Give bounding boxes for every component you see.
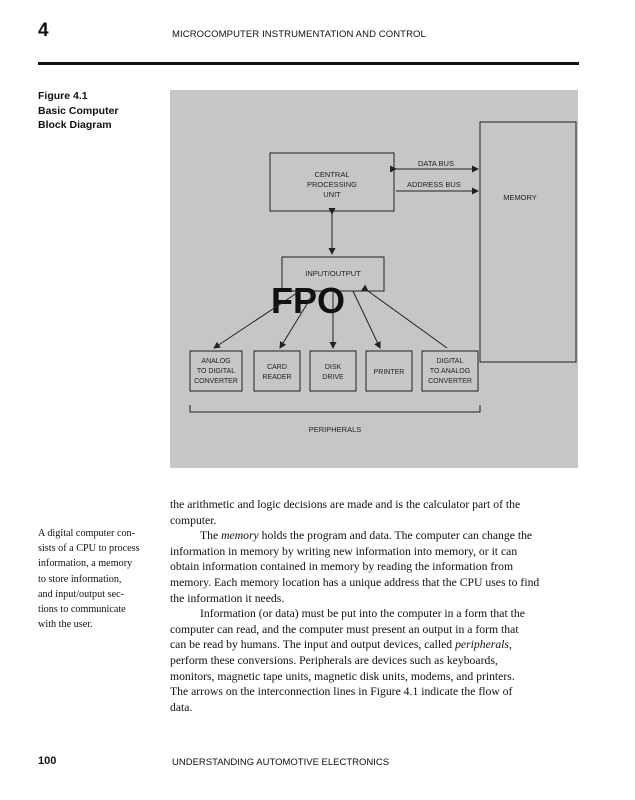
body-line: obtain information contained in memory by reading the information from (170, 560, 514, 574)
peripherals-label: PERIPHERALS (308, 425, 362, 434)
margin-note-line: information, a memory (38, 558, 133, 570)
peripheral-label-line: READER (262, 374, 292, 381)
data-bus-label: DATA BUS (418, 159, 454, 168)
cpu-label-line: CENTRAL (314, 170, 350, 179)
figure-caption-line: Basic Computer (38, 104, 119, 117)
peripheral-label-line: TO ANALOG (429, 368, 471, 375)
margin-note-line: tions to communicate (38, 604, 126, 616)
body-line: information in memory by writing new information into memory, or it can (170, 544, 518, 558)
peripheral-label-line: TO DIGITAL (196, 368, 236, 375)
fpo-placeholder-label: FPO (270, 280, 346, 321)
header-rule (38, 62, 579, 65)
emphasis-term: memory (221, 529, 259, 543)
body-line (170, 637, 580, 653)
body-line: monitors, magnetic tape units, magnetic disk units, modems, and printers. (170, 669, 515, 683)
running-head: MICROCOMPUTER INSTRUMENTATION AND CONTROL (172, 29, 426, 40)
emphasis-term: peripherals (455, 638, 509, 652)
margin-note-line: with the user. (38, 619, 93, 631)
body-line: perform these conversions. Peripherals are devices such as keyboards, (170, 653, 498, 667)
body-line (170, 528, 580, 544)
body-text (170, 497, 580, 715)
peripheral-label-line: CONVERTER (428, 378, 472, 385)
figure-caption-line: Figure 4.1 (38, 90, 88, 102)
peripheral-label-line: PRINTER (373, 369, 405, 376)
body-text-run: The (200, 529, 222, 543)
peripheral-label-line: DIGITAL (436, 358, 464, 365)
margin-note-line: sists of a CPU to process (38, 543, 140, 555)
cpu-label-line: UNIT (323, 190, 341, 199)
body-line: the information it needs. (170, 591, 285, 605)
body-line: The arrows on the interconnection lines in Figure 4.1 indicate the flow of (170, 685, 513, 699)
margin-note-line: A digital computer con- (38, 528, 136, 539)
cpu-label-line: PROCESSING (306, 180, 358, 189)
peripheral-label-line: CONVERTER (194, 378, 238, 385)
body-text-run: holds the program and data. The computer can change the (258, 529, 533, 543)
body-line: computer. (170, 513, 217, 527)
body-line: Information (or data) must be put into the computer in a form that the (200, 607, 525, 621)
margin-note-line: and input/output sec- (38, 588, 125, 600)
figure-caption-line: Block Diagram (38, 119, 112, 131)
body-line: memory. Each memory location has a unique address that the CPU uses to find (170, 575, 540, 589)
body-line: computer can read, and the computer must present an output in a form that (170, 622, 519, 636)
chapter-number: 4 (38, 20, 49, 41)
peripheral-label-line: DRIVE (322, 374, 344, 381)
figure-caption (38, 89, 158, 133)
margin-note (38, 526, 162, 632)
memory-label: MEMORY (503, 193, 537, 202)
peripheral-label-line: ANALOG (201, 358, 231, 365)
address-bus-label: ADDRESS BUS (407, 180, 461, 189)
body-text-run: , (508, 638, 512, 652)
io-label: INPUT/OUTPUT (305, 269, 361, 278)
diagram-background (170, 90, 578, 468)
body-line: data. (170, 700, 193, 714)
body-line: the arithmetic and logic decisions are made and is the calculator part of the (170, 498, 521, 511)
body-text-run: can be read by humans. The input and output devices, called (170, 638, 456, 652)
block-diagram (170, 90, 578, 468)
page-number: 100 (38, 755, 57, 767)
peripheral-label-line: DISK (324, 364, 342, 371)
running-foot: UNDERSTANDING AUTOMOTIVE ELECTRONICS (172, 757, 390, 768)
margin-note-line: to store information, (38, 573, 122, 585)
peripheral-label-line: CARD (267, 364, 287, 371)
